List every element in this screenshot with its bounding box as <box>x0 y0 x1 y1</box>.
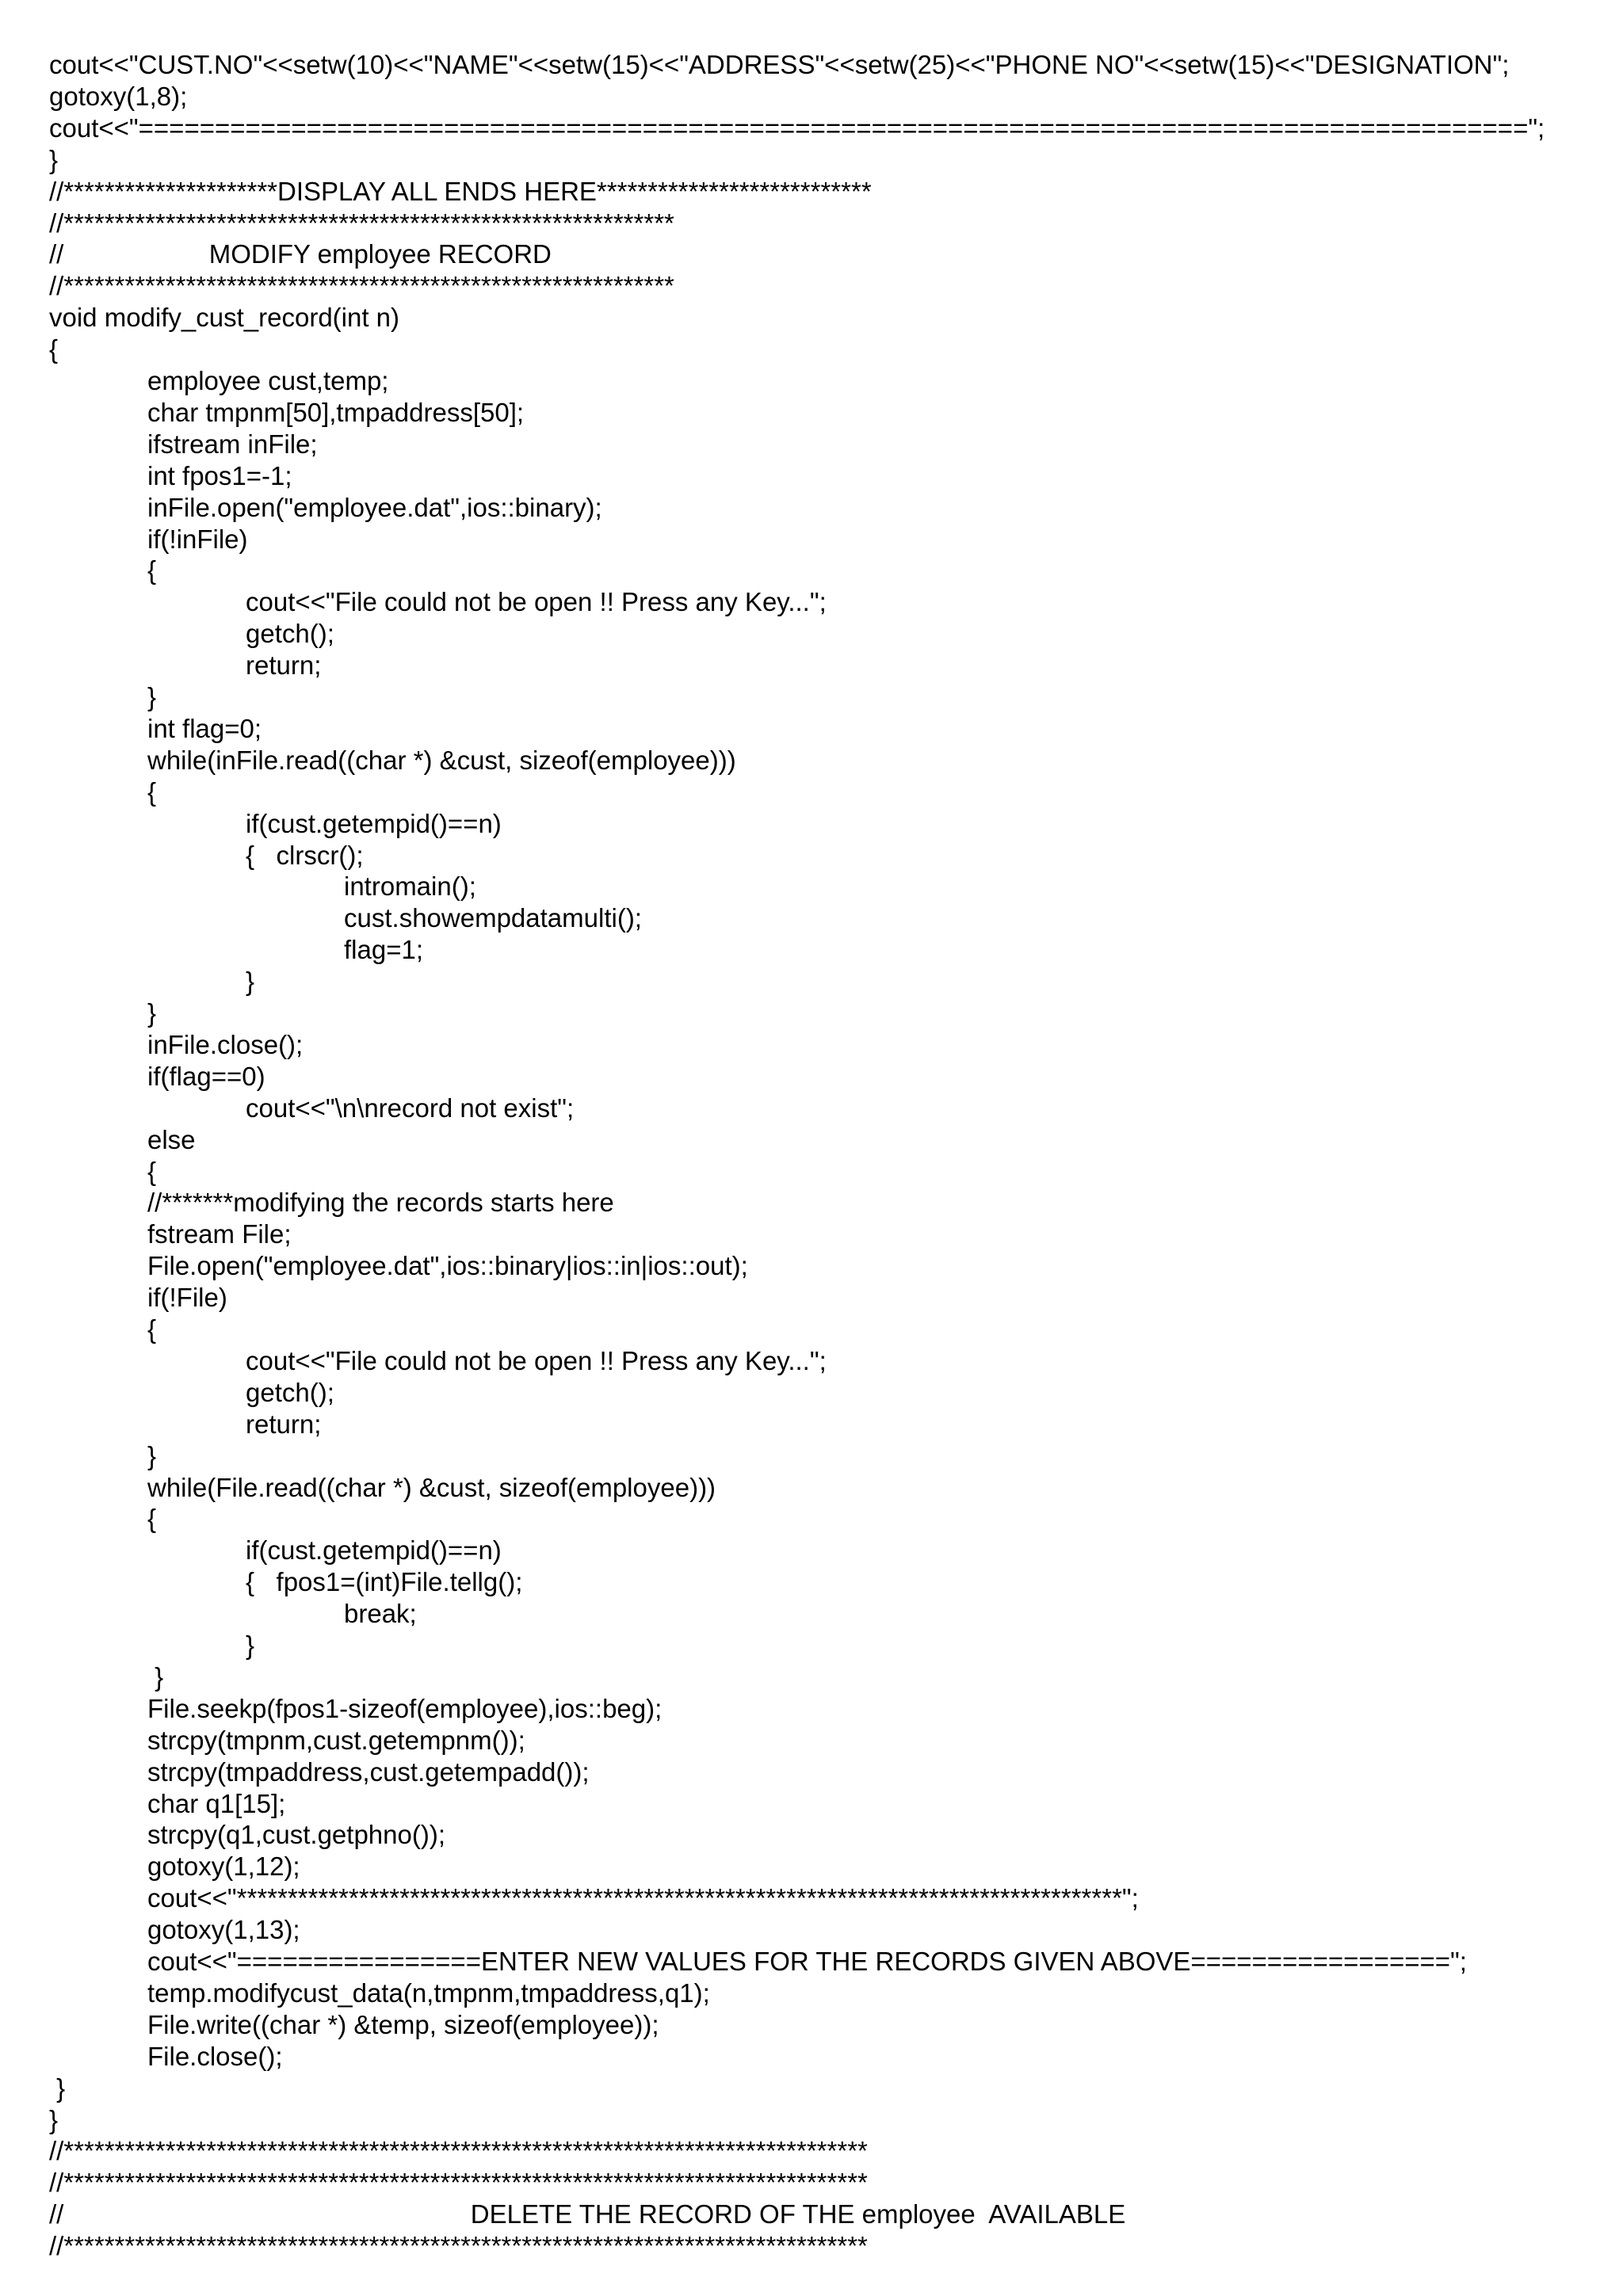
code-line: } <box>147 1440 157 1470</box>
code-line: gotoxy(1,8); <box>49 81 188 111</box>
code-line: void modify_cust_record(int n) <box>49 303 400 333</box>
code-line: File.seekp(fpos1-sizeof(employee),ios::beg); <box>147 1693 663 1723</box>
code-line: strcpy(tmpaddress,cust.getempadd()); <box>147 1756 590 1787</box>
code-line: employee cust,temp; <box>147 366 389 395</box>
code-line: cust.showempdatamulti(); <box>344 903 642 933</box>
code-line: inFile.close(); <box>147 1029 304 1059</box>
code-line: { <box>147 776 157 807</box>
code-line: char q1[15]; <box>147 1788 286 1818</box>
code-line: { <box>147 555 157 585</box>
code-line: flag=1; <box>344 935 423 965</box>
code-line: //******************************************************************************* <box>49 2168 868 2198</box>
code-line: { clrscr(); <box>246 840 364 870</box>
code-line: File.open("employee.dat",ios::binary|ios::in|ios::out); <box>147 1251 748 1281</box>
code-line: cout<<"***************************************************************************************"; <box>147 1883 1139 1913</box>
code-line: { <box>49 334 59 364</box>
code-line: //*********************DISPLAY ALL ENDS HERE*************************** <box>49 176 872 206</box>
code-line: fstream File; <box>147 1219 292 1249</box>
code-line: cout<<"\n\nrecord not exist"; <box>246 1093 575 1123</box>
code-line: //******************************************************************************* <box>49 2231 868 2261</box>
code-line: cout<<"File could not be open !! Press any Key..."; <box>246 1345 827 1375</box>
code-line: File.write((char *) &temp, sizeof(employee)); <box>147 2009 659 2039</box>
code-line: temp.modifycust_data(n,tmpnm,tmpaddress,q1); <box>147 1978 710 2008</box>
code-line: int fpos1=-1; <box>147 460 292 490</box>
code-line: if(cust.getempid()==n) <box>246 1535 502 1566</box>
code-line: cout<<"==========================================================================================="; <box>49 113 1545 143</box>
code-line: char tmpnm[50],tmpaddress[50]; <box>147 397 525 427</box>
code-line: if(!File) <box>147 1283 227 1313</box>
code-line: strcpy(q1,cust.getphno()); <box>147 1820 445 1850</box>
code-line: cout<<"File could not be open !! Press any Key..."; <box>246 587 827 617</box>
code-line: return; <box>246 650 322 681</box>
code-line: { <box>147 1504 157 1534</box>
code-line: } <box>49 144 59 174</box>
code-line: cout<<"================ENTER NEW VALUES FOR THE RECORDS GIVEN ABOVE================="; <box>147 1947 1467 1976</box>
code-line: strcpy(tmpnm,cust.getempnm()); <box>147 1725 525 1755</box>
code-line: } <box>147 682 157 711</box>
code-line: //************************************************************ <box>49 271 674 301</box>
code-line: inFile.open("employee.dat",ios::binary); <box>147 492 602 522</box>
code-line: if(flag==0) <box>147 1061 265 1091</box>
code-line: break; <box>344 1599 417 1629</box>
code-line: gotoxy(1,13); <box>147 1915 300 1945</box>
code-line: { <box>147 1156 157 1186</box>
code-line: ifstream inFile; <box>147 429 318 459</box>
code-line: if(!inFile) <box>147 524 248 554</box>
code-line: gotoxy(1,12); <box>147 1852 300 1882</box>
code-line: } <box>49 2104 59 2134</box>
code-line: intromain(); <box>344 871 476 902</box>
code-line: } <box>49 2073 66 2103</box>
code-line: File.close(); <box>147 2041 283 2071</box>
code-line: getch(); <box>246 619 334 649</box>
code-line: // MODIFY employee RECORD <box>49 239 552 269</box>
code-line: //******************************************************************************* <box>49 2136 868 2166</box>
code-line: } <box>246 1630 255 1660</box>
code-line: //*******modifying the records starts here <box>147 1188 614 1218</box>
code-line: getch(); <box>246 1377 334 1407</box>
code-line: cout<<"CUST.NO"<<setw(10)<<"NAME"<<setw(15)<<"ADDRESS"<<setw(25)<<"PHONE NO"<<setw(15)<<"DESIGNATION"; <box>49 50 1510 79</box>
code-line: int flag=0; <box>147 713 262 743</box>
code-line: } <box>147 998 157 1028</box>
code-line: return; <box>246 1409 322 1439</box>
code-line: { fpos1=(int)File.tellg(); <box>246 1567 523 1597</box>
code-line: while(inFile.read((char *) &cust, sizeof(employee))) <box>147 745 736 775</box>
code-line: { <box>147 1314 157 1344</box>
code-line: //************************************************************ <box>49 208 674 238</box>
code-line: } <box>246 967 255 997</box>
code-line: } <box>147 1661 164 1691</box>
code-line: else <box>147 1124 196 1154</box>
code-line: // DELETE THE RECORD OF THE employee AVAILABLE <box>49 2199 1126 2229</box>
code-line: if(cust.getempid()==n) <box>246 808 502 838</box>
code-line: while(File.read((char *) &cust, sizeof(employee))) <box>147 1472 716 1502</box>
